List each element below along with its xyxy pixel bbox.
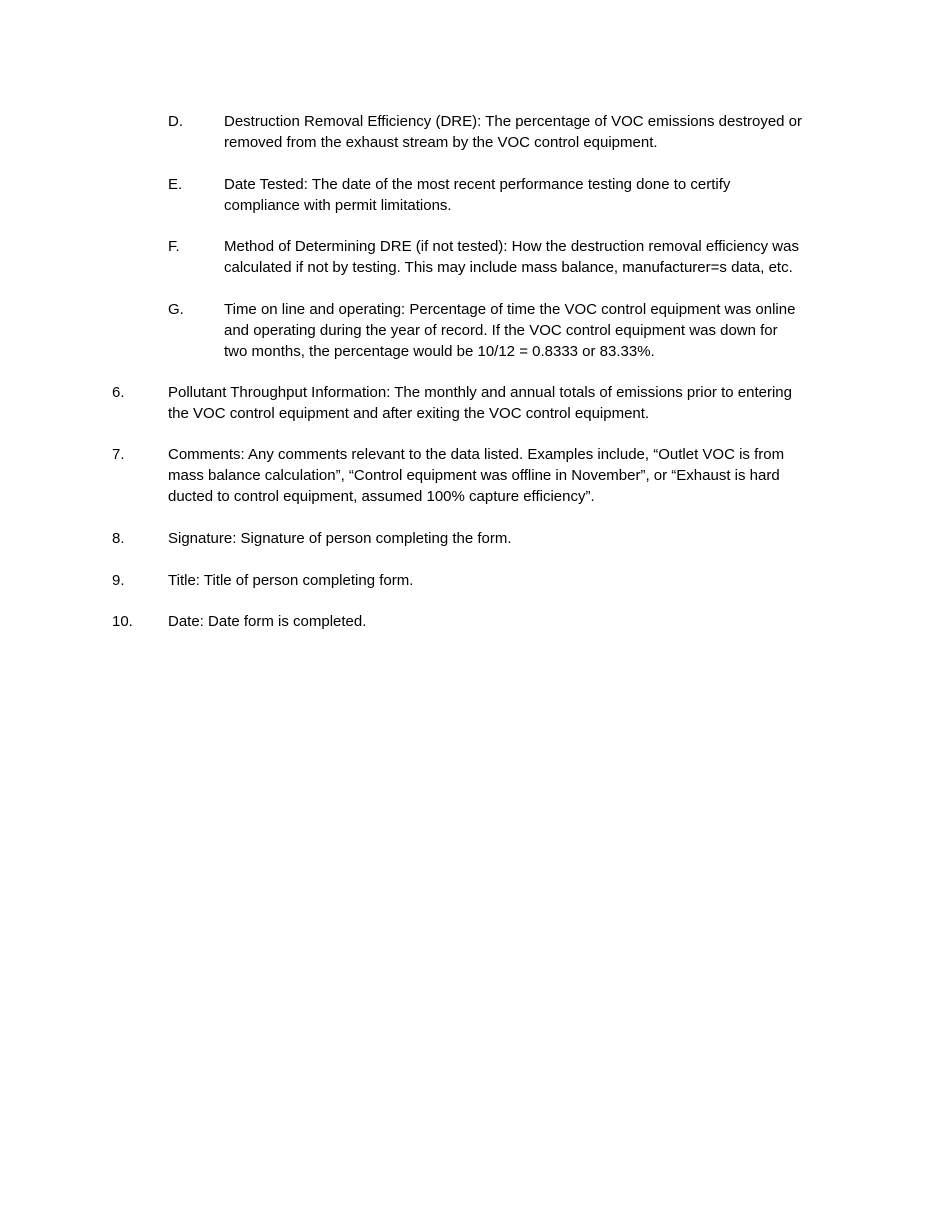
text-line: compliance with permit limitations. [224,196,452,214]
text-line: removed from the exhaust stream by the VOC control equipment. [224,133,658,151]
text-line: Method of Determining DRE (if not tested): How the destruction removal efficiency was [224,238,799,255]
list-item-label: G. [168,301,184,318]
text-line: and operating during the year of record. If the VOC control equipment was down for [224,321,778,339]
text-line: the VOC control equipment and after exiting the VOC control equipment. [168,404,650,422]
text-line: mass balance calculation”, “Control equipment was offline in November”, or “Exhaust is hard [168,466,780,484]
text-line: Date: Date form is completed. [168,613,367,630]
list-item-text [224,300,840,362]
text-line: Pollutant Throughput Information: The monthly and annual totals of emissions prior to entering [168,384,792,401]
list-item-label: 9. [112,572,125,589]
list-item-label: 6. [112,384,125,401]
list-item-label: D. [168,113,183,130]
text-line: Time on line and operating: Percentage of time the VOC control equipment was online [224,301,796,318]
list-item-text [168,612,840,633]
text-line: Destruction Removal Efficiency (DRE): The percentage of VOC emissions destroyed or [224,113,803,130]
text-line: two months, the percentage would be 10/12 = 0.8333 or 83.33%. [224,342,655,360]
list-item-label: E. [168,176,183,193]
list-item-text [224,175,840,217]
list-item-label: 10. [112,613,133,630]
list-item-text [224,112,840,154]
text-line: Title: Title of person completing form. [168,572,414,589]
list-item-label: 7. [112,446,125,463]
list-item-text [224,237,840,279]
list-item-text [168,571,840,592]
text-line: Signature: Signature of person completing the form. [168,530,512,547]
text-line: ducted to control equipment, assumed 100% capture efficiency”. [168,487,595,505]
text-line: Comments: Any comments relevant to the data listed. Examples include, “Outlet VOC is from [168,446,785,463]
list-item-text [168,529,840,550]
list-item-label: 8. [112,530,125,547]
text-line: Date Tested: The date of the most recent performance testing done to certify [224,176,731,193]
list-item-text [168,383,840,425]
text-line: calculated if not by testing. This may include mass balance, manufacturer=s data, etc. [224,258,793,276]
list-item-label: F. [168,238,180,255]
list-item-text [168,445,840,507]
